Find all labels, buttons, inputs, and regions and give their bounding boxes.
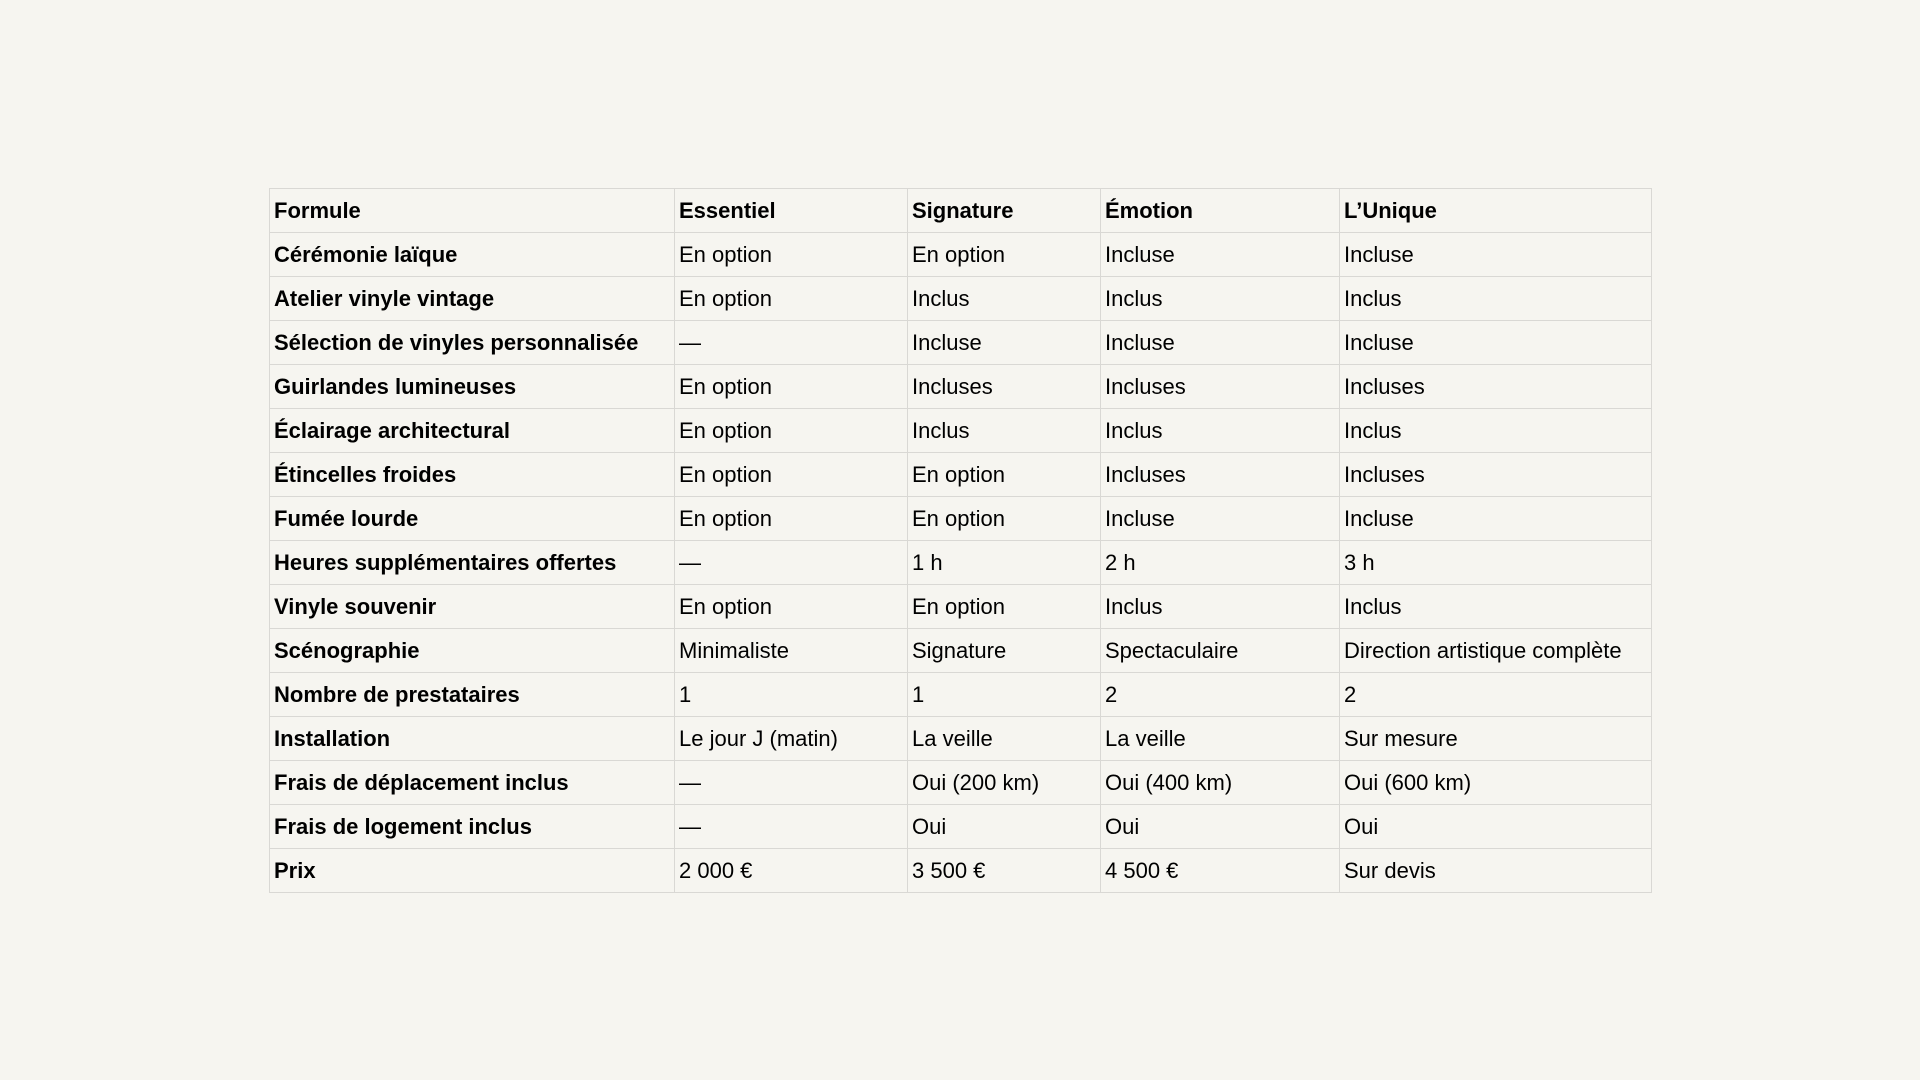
table-row (270, 673, 1652, 717)
table-row (270, 805, 1652, 849)
table-cell: Incluse (1340, 321, 1652, 365)
header-cell-lunique: L’Unique (1340, 189, 1652, 233)
table-cell: Sur mesure (1340, 717, 1652, 761)
table-cell: Direction artistique complète (1340, 629, 1652, 673)
table-cell: En option (675, 409, 908, 453)
table-cell: Le jour J (matin) (675, 717, 908, 761)
table-row (270, 717, 1652, 761)
pricing-comparison-table (269, 188, 1652, 893)
row-label: Cérémonie laïque (270, 233, 675, 277)
table-cell: La veille (1101, 717, 1340, 761)
header-cell-essentiel: Essentiel (675, 189, 908, 233)
row-label: Atelier vinyle vintage (270, 277, 675, 321)
table-cell: En option (675, 233, 908, 277)
table-cell: 4 500 € (1101, 849, 1340, 893)
table-cell: Incluses (1101, 365, 1340, 409)
table-cell: 3 h (1340, 541, 1652, 585)
table-cell: Incluse (908, 321, 1101, 365)
table-cell: 1 h (908, 541, 1101, 585)
header-cell-emotion: Émotion (1101, 189, 1340, 233)
row-label: Prix (270, 849, 675, 893)
table-row (270, 453, 1652, 497)
table-cell: Spectaculaire (1101, 629, 1340, 673)
table-cell: Incluse (1101, 497, 1340, 541)
header-cell-formule: Formule (270, 189, 675, 233)
table-cell: Oui (908, 805, 1101, 849)
table-row (270, 585, 1652, 629)
table-row (270, 497, 1652, 541)
table-cell: Incluse (1340, 233, 1652, 277)
table-cell: Inclus (908, 277, 1101, 321)
row-label: Scénographie (270, 629, 675, 673)
table-cell: 3 500 € (908, 849, 1101, 893)
table-row (270, 321, 1652, 365)
table-cell: Incluses (1101, 453, 1340, 497)
table-cell: Incluses (1340, 453, 1652, 497)
table-cell: — (675, 321, 908, 365)
table-row (270, 629, 1652, 673)
header-cell-signature: Signature (908, 189, 1101, 233)
table-cell: En option (908, 497, 1101, 541)
table-cell: En option (908, 233, 1101, 277)
table-cell: En option (675, 365, 908, 409)
table-cell: — (675, 541, 908, 585)
table-header (270, 189, 1652, 233)
table-cell: En option (675, 277, 908, 321)
table-cell: Inclus (1340, 585, 1652, 629)
table-cell: En option (675, 585, 908, 629)
table-cell: En option (675, 453, 908, 497)
table-cell: Minimaliste (675, 629, 908, 673)
row-label: Installation (270, 717, 675, 761)
table-cell: Inclus (1340, 277, 1652, 321)
table-cell: Incluse (1101, 321, 1340, 365)
row-label: Frais de déplacement inclus (270, 761, 675, 805)
table-row (270, 541, 1652, 585)
row-label: Heures supplémentaires offertes (270, 541, 675, 585)
table-cell: Incluses (1340, 365, 1652, 409)
table-cell: Oui (1340, 805, 1652, 849)
table-cell: Inclus (1101, 277, 1340, 321)
table-row (270, 409, 1652, 453)
table-row (270, 761, 1652, 805)
row-label: Vinyle souvenir (270, 585, 675, 629)
table-cell: 2 h (1101, 541, 1340, 585)
row-label: Sélection de vinyles personnalisée (270, 321, 675, 365)
header-row (270, 189, 1652, 233)
table-cell: — (675, 805, 908, 849)
table-cell: 2 (1101, 673, 1340, 717)
table-cell: Signature (908, 629, 1101, 673)
table-row (270, 849, 1652, 893)
table-cell: — (675, 761, 908, 805)
row-label: Guirlandes lumineuses (270, 365, 675, 409)
table-cell: Inclus (1340, 409, 1652, 453)
table-cell: En option (908, 585, 1101, 629)
table-cell: En option (675, 497, 908, 541)
table-cell: Incluses (908, 365, 1101, 409)
row-label: Étincelles froides (270, 453, 675, 497)
table-row (270, 365, 1652, 409)
table-cell: 1 (675, 673, 908, 717)
table-cell: Incluse (1340, 497, 1652, 541)
table-cell: La veille (908, 717, 1101, 761)
table-cell: Oui (600 km) (1340, 761, 1652, 805)
row-label: Fumée lourde (270, 497, 675, 541)
table-cell: Inclus (1101, 585, 1340, 629)
table-body (270, 233, 1652, 893)
table-cell: Oui (1101, 805, 1340, 849)
table-cell: Incluse (1101, 233, 1340, 277)
table-cell: 1 (908, 673, 1101, 717)
table-cell: En option (908, 453, 1101, 497)
table-row (270, 277, 1652, 321)
table-cell: Sur devis (1340, 849, 1652, 893)
row-label: Nombre de prestataires (270, 673, 675, 717)
table-row (270, 233, 1652, 277)
row-label: Éclairage architectural (270, 409, 675, 453)
table-cell: Inclus (908, 409, 1101, 453)
table-cell: Oui (400 km) (1101, 761, 1340, 805)
row-label: Frais de logement inclus (270, 805, 675, 849)
table-cell: Oui (200 km) (908, 761, 1101, 805)
table-cell: Inclus (1101, 409, 1340, 453)
table-cell: 2 000 € (675, 849, 908, 893)
table-cell: 2 (1340, 673, 1652, 717)
